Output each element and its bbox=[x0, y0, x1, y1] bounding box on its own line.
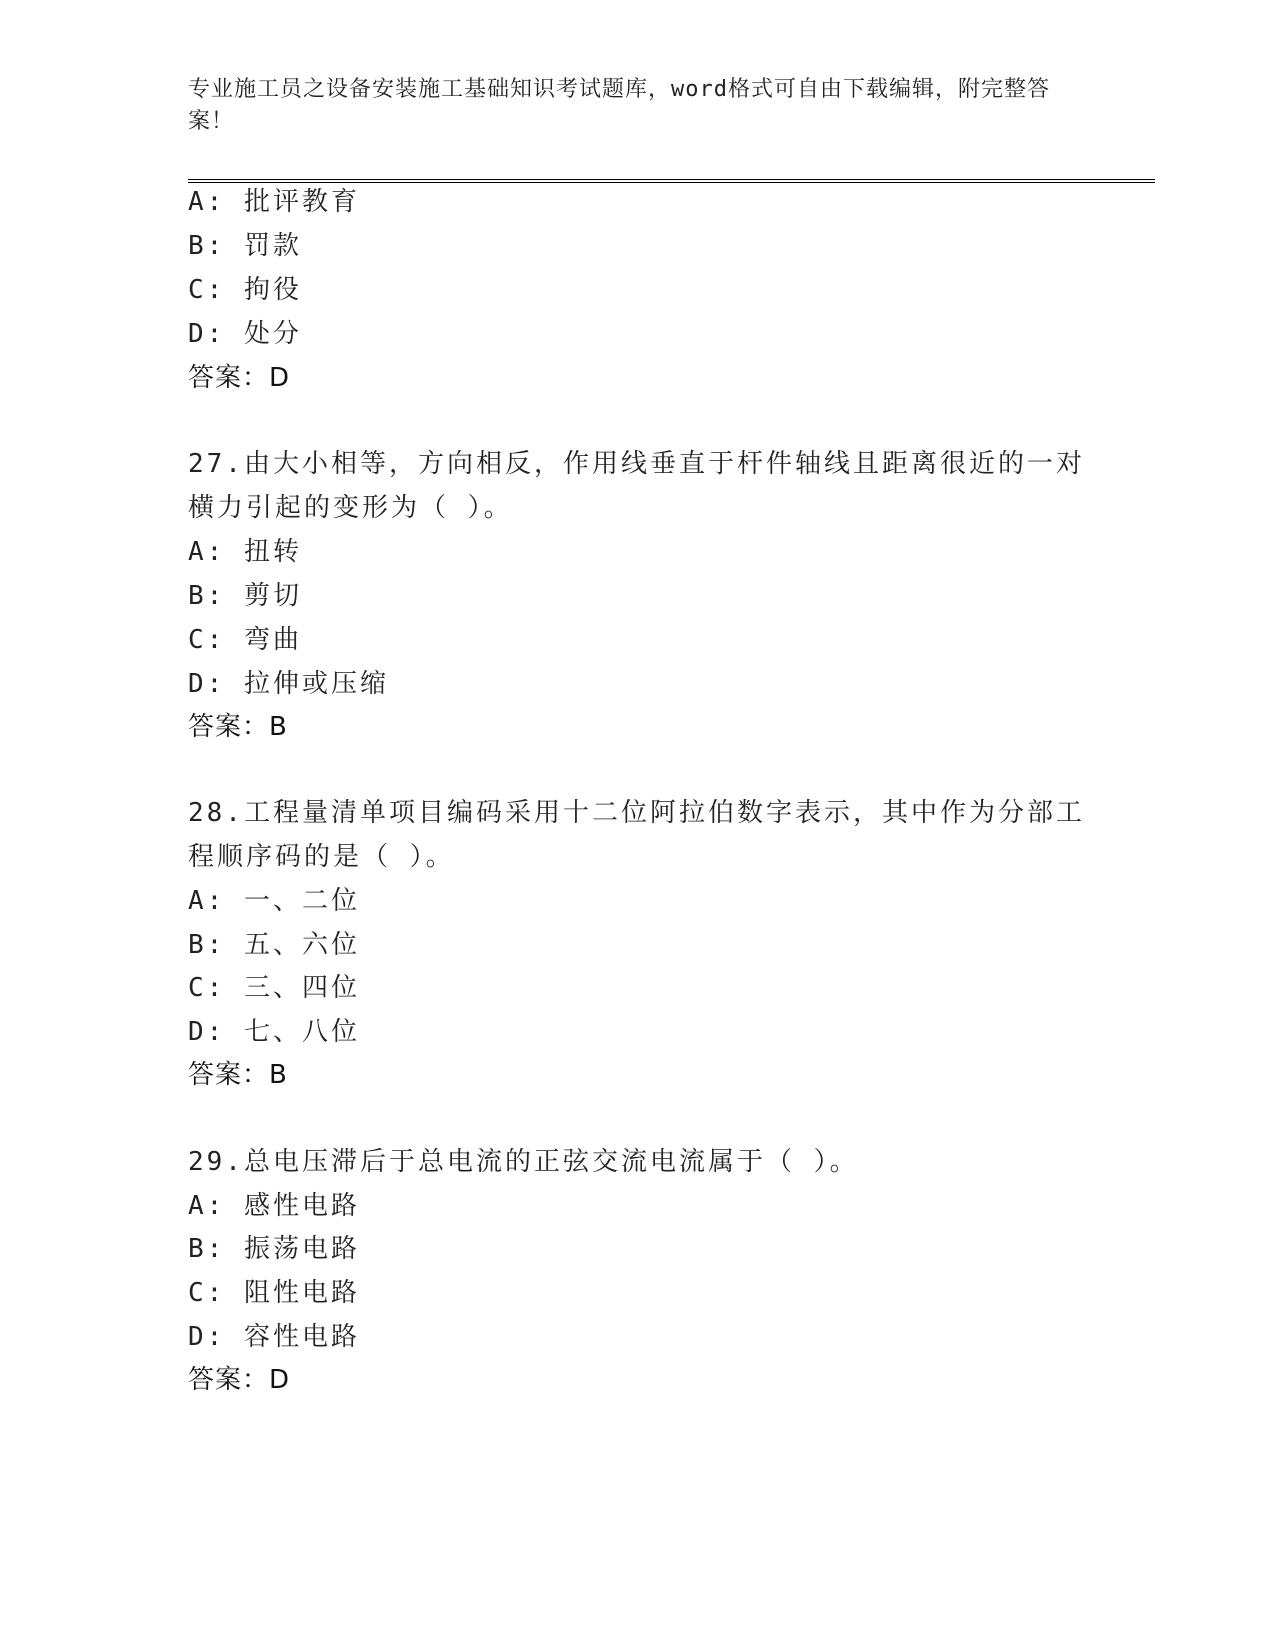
q28-option-a: A: 一、二位 bbox=[188, 886, 360, 916]
document-header: 专业施工员之设备安装施工基础知识考试题库，word格式可自由下载编辑，附完整答案！ bbox=[188, 77, 1050, 134]
q28-option-b: B: 五、六位 bbox=[188, 930, 360, 960]
q28-option-d: D: 七、八位 bbox=[188, 1017, 360, 1047]
header-divider bbox=[188, 179, 1155, 183]
q26-answer: 答案：D bbox=[188, 363, 291, 393]
q26-option-c: C: 拘役 bbox=[188, 275, 302, 305]
q28-option-c: C: 三、四位 bbox=[188, 973, 360, 1003]
q28-answer: 答案：B bbox=[188, 1060, 288, 1090]
q27-option-a: A: 扭转 bbox=[188, 537, 302, 567]
q27-option-c: C: 弯曲 bbox=[188, 625, 302, 655]
q27-stem-line1: 27.由大小相等，方向相反，作用线垂直于杆件轴线且距离很近的一对 bbox=[188, 449, 1085, 479]
q29-option-b: B: 振荡电路 bbox=[188, 1234, 360, 1264]
q28-stem-line1: 28.工程量清单项目编码采用十二位阿拉伯数字表示，其中作为分部工 bbox=[188, 798, 1085, 828]
q29-option-a: A: 感性电路 bbox=[188, 1191, 360, 1221]
q29-stem-line1: 29.总电压滞后于总电流的正弦交流电流属于（ ）。 bbox=[188, 1147, 859, 1177]
q29-option-d: D: 容性电路 bbox=[188, 1322, 360, 1352]
q29-option-c: C: 阻性电路 bbox=[188, 1278, 360, 1308]
q26-option-a: A: 批评教育 bbox=[188, 187, 360, 217]
q28-stem-line2: 程顺序码的是（ ）。 bbox=[188, 842, 455, 872]
q27-option-d: D: 拉伸或压缩 bbox=[188, 669, 389, 699]
q26-option-d: D: 处分 bbox=[188, 319, 302, 349]
q27-option-b: B: 剪切 bbox=[188, 581, 302, 611]
q29-answer: 答案：D bbox=[188, 1365, 291, 1395]
q27-answer: 答案：B bbox=[188, 712, 288, 742]
q26-option-b: B: 罚款 bbox=[188, 231, 302, 261]
q27-stem-line2: 横力引起的变形为（ ）。 bbox=[188, 493, 513, 523]
